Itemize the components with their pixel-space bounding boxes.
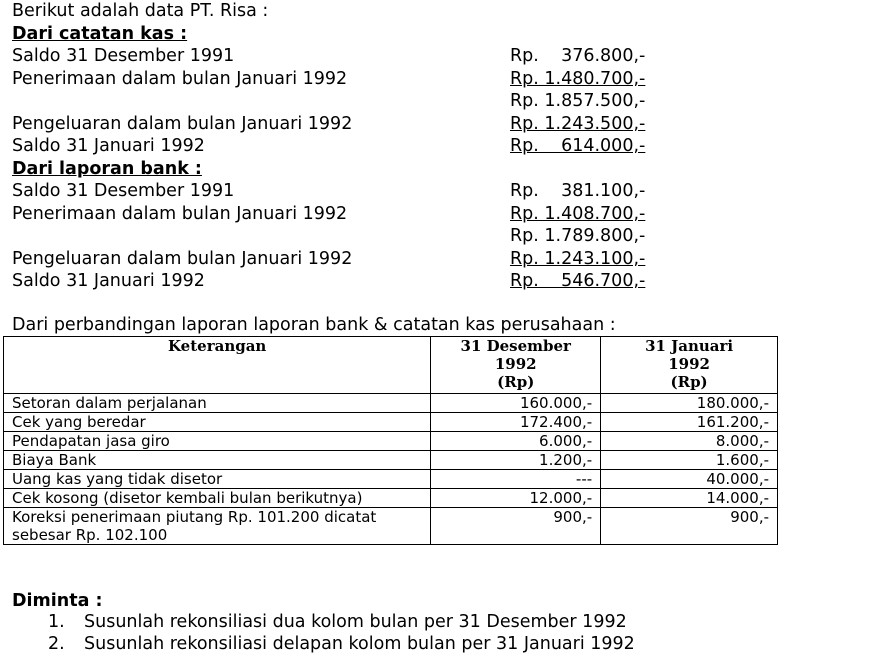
table-row bbox=[4, 432, 778, 451]
kas-row bbox=[12, 68, 872, 91]
row-jan-value: 161.200,- bbox=[601, 413, 778, 432]
row-dec-value: 1.200,- bbox=[431, 451, 601, 470]
kas-row-amount: Rp. 1.243.500,- bbox=[510, 113, 646, 134]
kas-row bbox=[12, 90, 872, 113]
bank-row bbox=[12, 248, 872, 271]
row-dec-value: --- bbox=[431, 470, 601, 489]
row-jan-value: 900,- bbox=[601, 508, 778, 545]
task-text: Susunlah rekonsiliasi dua kolom bulan per 31 Desember 1992 bbox=[84, 612, 627, 632]
bank-row-amount: Rp. 1.243.100,- bbox=[510, 248, 646, 269]
task-list bbox=[48, 611, 635, 655]
bank-row-amount: Rp. 1.789.800,- bbox=[510, 226, 646, 246]
bank-row bbox=[12, 180, 872, 203]
bank-row-label: Pengeluaran dalam bulan Januari 1992 bbox=[12, 248, 353, 269]
kas-row bbox=[12, 45, 872, 68]
table-row bbox=[4, 508, 778, 545]
row-dec-value: 900,- bbox=[431, 508, 601, 545]
table-row bbox=[4, 394, 778, 413]
task-text: Susunlah rekonsiliasi delapan kolom bulan per 31 Januari 1992 bbox=[84, 634, 635, 654]
table-row bbox=[4, 489, 778, 508]
bank-row-amount: Rp. 1.408.700,- bbox=[510, 203, 646, 224]
table-row bbox=[4, 413, 778, 432]
kas-row-amount: Rp. 1.857.500,- bbox=[510, 91, 646, 111]
kas-row-amount: Rp. 376.800,- bbox=[510, 46, 646, 66]
bank-section-header: Dari laporan bank : bbox=[12, 158, 202, 179]
header-31-januari bbox=[601, 337, 778, 394]
table-row bbox=[4, 470, 778, 489]
header-line: 1992 bbox=[668, 355, 710, 373]
kas-row-label: Saldo 31 Desember 1991 bbox=[12, 46, 235, 66]
row-label: Koreksi penerimaan piutang Rp. 101.200 dicatat sebesar Rp. 102.100 bbox=[4, 508, 431, 545]
comparison-intro-text: Dari perbandingan laporan laporan bank & catatan kas perusahaan : bbox=[12, 314, 616, 335]
header-keterangan: Keterangan bbox=[4, 337, 431, 394]
spacer bbox=[12, 293, 872, 314]
row-label: Biaya Bank bbox=[4, 451, 431, 470]
bank-row-label: Saldo 31 Desember 1991 bbox=[12, 181, 235, 201]
task-number: 1. bbox=[48, 612, 65, 632]
header-line: (Rp) bbox=[670, 373, 708, 391]
header-line: 1992 bbox=[494, 355, 537, 373]
bank-row-amount: Rp. 546.700,- bbox=[510, 271, 646, 291]
row-jan-value: 14.000,- bbox=[601, 489, 778, 508]
kas-row-amount: Rp. 1.480.700,- bbox=[510, 68, 646, 89]
row-dec-value: 160.000,- bbox=[431, 394, 601, 413]
row-dec-value: 6.000,- bbox=[431, 432, 601, 451]
document bbox=[12, 0, 872, 336]
bank-row bbox=[12, 225, 872, 248]
comparison-intro-line bbox=[12, 314, 872, 337]
row-label: Uang kas yang tidak disetor bbox=[4, 470, 431, 489]
list-item bbox=[48, 611, 635, 633]
row-jan-value: 8.000,- bbox=[601, 432, 778, 451]
row-jan-value: 40.000,- bbox=[601, 470, 778, 489]
kas-row bbox=[12, 135, 872, 158]
list-item bbox=[48, 633, 635, 655]
table-row bbox=[4, 451, 778, 470]
kas-row-label: Pengeluaran dalam bulan Januari 1992 bbox=[12, 113, 353, 134]
row-dec-value: 12.000,- bbox=[431, 489, 601, 508]
bank-row-label: Penerimaan dalam bulan Januari 1992 bbox=[12, 203, 348, 224]
kas-row bbox=[12, 113, 872, 136]
row-jan-value: 1.600,- bbox=[601, 451, 778, 470]
bank-header-line bbox=[12, 158, 872, 181]
row-dec-value: 172.400,- bbox=[431, 413, 601, 432]
kas-row-amount: Rp. 614.000,- bbox=[510, 136, 646, 156]
kas-header-line bbox=[12, 23, 872, 46]
table-header-row bbox=[4, 337, 778, 394]
diminta-title: Diminta : bbox=[12, 591, 103, 611]
intro-text: Berikut adalah data PT. Risa : bbox=[12, 1, 269, 21]
header-31-desember bbox=[431, 337, 601, 394]
bank-row-amount: Rp. 381.100,- bbox=[510, 181, 646, 201]
kas-row-label: Saldo 31 Januari 1992 bbox=[12, 136, 205, 156]
bank-row-label: Saldo 31 Januari 1992 bbox=[12, 271, 205, 291]
bank-row bbox=[12, 270, 872, 293]
header-line: 31 Januari bbox=[645, 337, 734, 355]
intro-line bbox=[12, 0, 872, 23]
row-label: Cek kosong (disetor kembali bulan berikutnya) bbox=[4, 489, 431, 508]
header-line: (Rp) bbox=[497, 373, 535, 391]
row-label: Cek yang beredar bbox=[4, 413, 431, 432]
header-line: 31 Desember bbox=[460, 337, 571, 355]
kas-row-label: Penerimaan dalam bulan Januari 1992 bbox=[12, 68, 348, 89]
row-label: Setoran dalam perjalanan bbox=[4, 394, 431, 413]
row-jan-value: 180.000,- bbox=[601, 394, 778, 413]
kas-section-header: Dari catatan kas : bbox=[12, 23, 188, 44]
bank-row bbox=[12, 203, 872, 226]
row-label: Pendapatan jasa giro bbox=[4, 432, 431, 451]
task-number: 2. bbox=[48, 634, 65, 654]
reconciliation-table bbox=[3, 336, 778, 545]
